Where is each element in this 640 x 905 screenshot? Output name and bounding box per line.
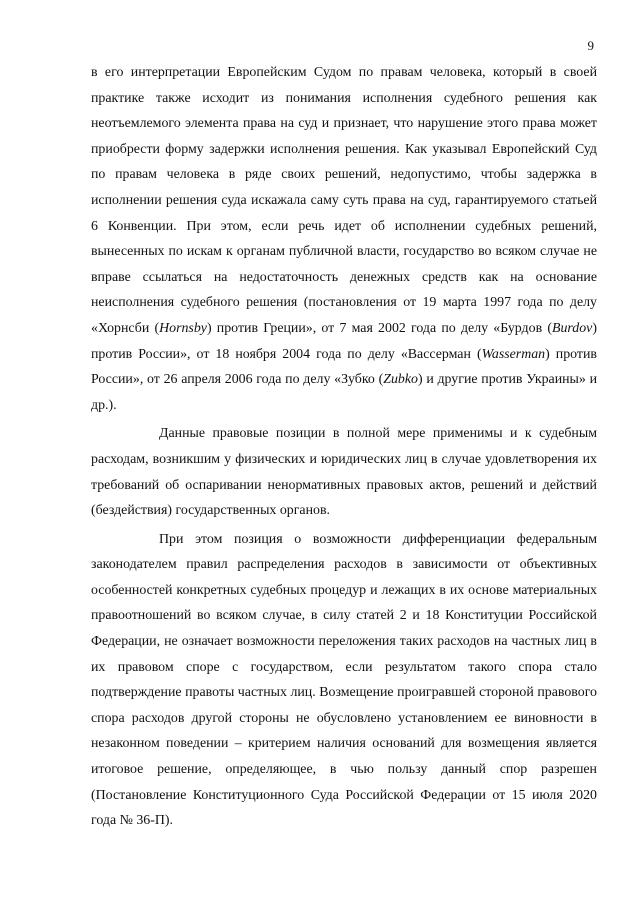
paragraph-3: При этом позиция о возможности дифференциации федеральным законодателем правил распределения расходов в зависимости от объективных особенностей конкретных судебных процедур и лежащих в их основе материальных правоотношений во всяком случае, в силу статей 2 и 18 Конституции Российской Федерации, не означает возможности переложения таких расходов на частных лиц в их правовом споре с государством, если результатом такого спора стало подтверждение правоты частных лиц. Возмещение проигравшей стороной правового спора расходов другой стороны не обусловлено установлением ее виновности в незаконном поведении – критерием наличия оснований для возмещения является итоговое решение, определяющее, в чью пользу данный спор разрешен (Постановление Конституционного Суда Российской Федерации от 15 июля 2020 года № 36-П). xyxy=(91,531,597,829)
paragraph-1 xyxy=(91,60,597,418)
paragraph-1-text: ) против Греции», от 7 мая 2002 года по делу «Бурдов ( xyxy=(206,320,552,336)
paragraph-1-text: ) и другие против Украины» и др.). xyxy=(91,372,598,413)
case-name-zubko: Zubko xyxy=(383,372,418,388)
paragraph-1-text: в его интерпретации Европейским Судом по правам человека, который в своей практике также исходит из понимания исполнения судебного решения как неотъемлемого элемента права на суд и признает, что нарушение этого права может приобрести форму задержки исполнения решения. Как указывал Европейский Суд по правам человека в ряде своих решений, недопустимо, чтобы задержка в исполнении решения суда искажала саму суть права на суд, гарантируемого статьей 6 Конвенции. При этом, если речь идет об исполнении судебных решений, вынесенных по искам к органам публичной власти, государство во всяком случае не вправе ссылаться на недостаточность денежных средств как на основание неисполнения судебного решения (постановления от 19 марта 1997 года по делу «Хорнсби ( xyxy=(91,65,597,336)
case-name-hornsby: Hornsby xyxy=(159,320,207,336)
paragraph-1-text: ) против России», от 26 апреля 2006 года по делу «Зубко ( xyxy=(91,346,597,388)
body-text xyxy=(91,60,597,834)
paragraph-1-text: ) против России», от 18 ноября 2004 года по делу «Вассерман ( xyxy=(91,320,597,362)
case-name-wasserman: Wasserman xyxy=(481,346,546,362)
page-number: 9 xyxy=(587,38,594,53)
case-name-burdov: Burdov xyxy=(551,320,593,336)
paragraph-2: Данные правовые позиции в полной мере применимы и к судебным расходам, возникшим у физических и юридических лиц в случае удовлетворения их требований об оспаривании ненормативных правовых актов, решений и действий (бездействия) государственных органов. xyxy=(91,426,597,519)
